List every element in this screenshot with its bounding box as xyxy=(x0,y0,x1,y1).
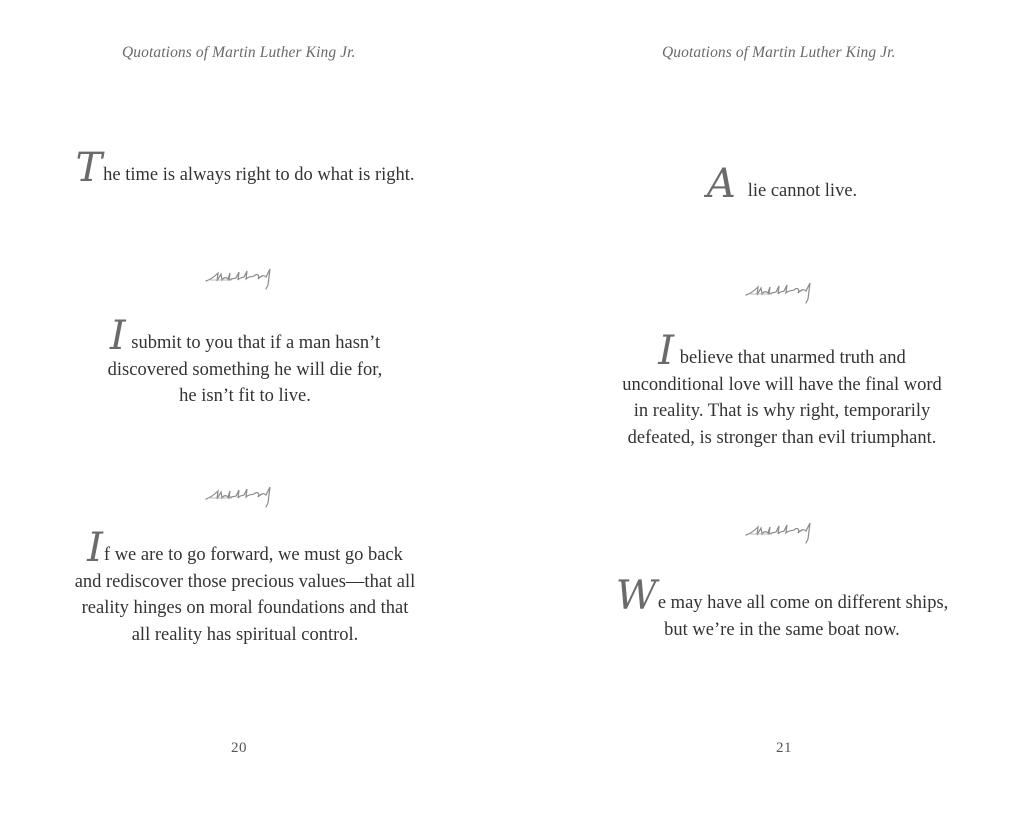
dropcap: A xyxy=(706,161,736,207)
signature-ornament xyxy=(202,263,282,291)
signature-ornament xyxy=(202,481,282,509)
signature-ornament xyxy=(742,517,822,545)
quote-line: lie cannot live. xyxy=(747,181,858,201)
quote-line: I believe that unarmed truth and xyxy=(658,328,906,374)
quote-3 xyxy=(582,573,982,643)
quote-3 xyxy=(40,525,450,648)
quote-line: defeated, is stronger than evil triumphant. xyxy=(627,427,937,448)
quote-2 xyxy=(592,328,972,451)
running-header: Quotations of Martin Luther King Jr. xyxy=(122,44,356,61)
quote-line: discovered something he will die for, xyxy=(107,359,383,380)
signature-icon xyxy=(202,481,282,509)
quote-line: all reality has spiritual control. xyxy=(131,624,359,645)
quote-line: he time is always right to do what is right. xyxy=(103,165,415,185)
dropcap: T xyxy=(75,145,103,191)
quote-1 xyxy=(602,161,962,207)
quote-line: We may have all come on different ships, xyxy=(615,573,949,619)
quote-line: I submit to you that if a man hasn’t xyxy=(109,313,381,359)
right-page xyxy=(512,0,1024,832)
dropcap: I xyxy=(658,328,675,374)
quote-line: If we are to go forward, we must go back xyxy=(87,525,403,571)
quote-line: but we’re in the same boat now. xyxy=(664,619,900,640)
page-number: 20 xyxy=(231,740,247,756)
signature-icon xyxy=(742,517,822,545)
quote-1 xyxy=(40,145,450,191)
quote-line: in reality. That is why right, temporarily xyxy=(633,401,931,421)
quote-line: unconditional love will have the final word xyxy=(622,374,942,395)
quote-line: reality hinges on moral foundations and that xyxy=(81,598,409,618)
dropcap: I xyxy=(109,313,126,359)
signature-icon xyxy=(742,277,822,305)
page-number: 21 xyxy=(776,740,792,756)
signature-ornament xyxy=(742,277,822,305)
signature-icon xyxy=(202,263,282,291)
quote-line: and rediscover those precious values—that all xyxy=(74,571,416,592)
dropcap: W xyxy=(615,573,657,619)
dropcap: I xyxy=(87,525,103,571)
quote-2 xyxy=(60,313,430,410)
running-header: Quotations of Martin Luther King Jr. xyxy=(662,44,896,61)
quote-line: he isn’t fit to live. xyxy=(179,386,311,406)
